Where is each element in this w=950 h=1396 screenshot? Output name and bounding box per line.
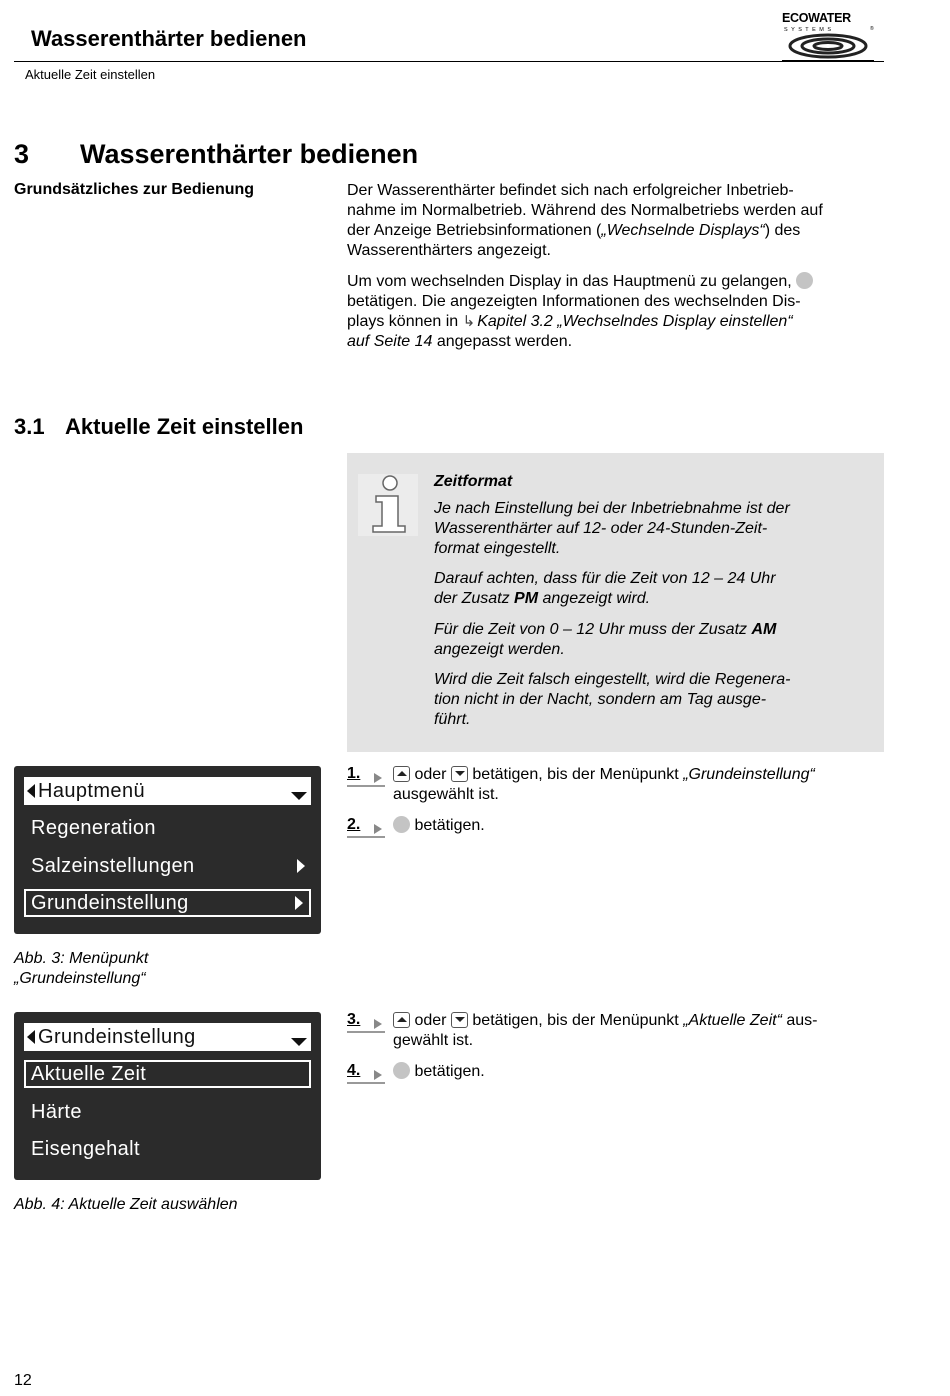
ok-button-icon: [796, 272, 813, 289]
step-text: [393, 1011, 888, 1051]
lcd-menu-item-label: Grundeinstellung: [31, 892, 189, 914]
step-underline: [347, 1081, 385, 1085]
menu-access-paragraph: [347, 272, 892, 352]
text-line: Der Wasserenthärter befindet sich nach erfolgreicher Inbetrieb-: [347, 182, 794, 199]
lcd-header-label: Grundeinstellung: [38, 1026, 196, 1048]
step-number: 2.: [347, 816, 361, 833]
text-fragment: betätigen, bis der Menüpunkt: [472, 1012, 679, 1029]
lcd-header-label: Hauptmenü: [38, 780, 145, 802]
text-fragment: aus-: [786, 1012, 818, 1029]
lcd-header-row: [24, 1023, 311, 1051]
submenu-arrow-icon: [295, 896, 303, 910]
text-line: [347, 272, 892, 292]
chevron-down-icon: [291, 1038, 307, 1046]
down-button-icon: [451, 1012, 468, 1028]
text-line: [393, 765, 888, 785]
lcd-display-main-menu: [14, 766, 321, 934]
header-title: Wasserenthärter bedienen: [31, 26, 307, 51]
text-line: [434, 620, 854, 640]
down-button-icon: [451, 766, 468, 782]
text-line: Wasserenthärters angezeigt.: [347, 242, 551, 259]
logo-subtext: S Y S T E M S: [784, 27, 833, 33]
logo-swirl-icon: [790, 35, 866, 57]
lcd-display-basic-settings: [14, 1012, 321, 1180]
ecowater-logo: [780, 10, 876, 62]
step-number: 1.: [347, 765, 361, 782]
text-line: Je nach Einstellung bei der Inbetriebnahme ist der: [434, 500, 790, 517]
info-paragraph: [434, 569, 854, 609]
step-text: [393, 1062, 888, 1082]
text-line: betätigen. Die angezeigten Informationen des wechselnden Dis-: [347, 293, 801, 310]
text-line: Wird die Zeit falsch eingestellt, wird die Regenera-: [434, 671, 791, 688]
lcd-menu-item: Eisengehalt: [31, 1138, 140, 1160]
info-title: Zeitformat: [434, 473, 513, 490]
intro-paragraph: [347, 181, 892, 261]
figure-caption: [14, 949, 148, 989]
info-paragraph: [434, 620, 854, 660]
text-fragment: ) des: [764, 222, 801, 239]
lcd-menu-item: Regeneration: [31, 817, 156, 839]
back-arrow-icon: [27, 784, 35, 798]
section-title: Aktuelle Zeit einstellen: [65, 414, 304, 439]
info-paragraph: [434, 670, 854, 730]
text-fragment: der Anzeige Betriebsinformationen (: [347, 222, 602, 239]
step-underline: [347, 784, 385, 788]
up-button-icon: [393, 1012, 410, 1028]
text-line: Wasserenthärter auf 12- oder 24-Stunden-Zeit-: [434, 520, 768, 537]
text-line: [434, 589, 854, 609]
cross-reference-icon: ↳: [462, 313, 476, 330]
submenu-arrow-icon: [297, 859, 305, 873]
text-line: angezeigt werden.: [434, 641, 565, 658]
bold-term: PM: [514, 590, 539, 607]
menu-item-reference: „Grundeinstellung“: [683, 766, 815, 783]
step-arrow-icon: [372, 823, 384, 835]
lcd-menu-item: [24, 852, 311, 880]
cross-reference-page-link[interactable]: auf Seite 14: [347, 333, 433, 350]
lcd-menu-item-label: Salzeinstellungen: [31, 855, 195, 877]
menu-item-reference: „Aktuelle Zeit“: [683, 1012, 782, 1029]
up-button-icon: [393, 766, 410, 782]
step-arrow-icon: [372, 1018, 384, 1030]
text-line: format eingestellt.: [434, 540, 561, 557]
lcd-menu-item-selected: Aktuelle Zeit: [24, 1060, 311, 1088]
text-fragment: der Zusatz: [434, 590, 510, 607]
text-line: führt.: [434, 711, 471, 728]
step-number: 3.: [347, 1011, 361, 1028]
text-fragment: Für die Zeit von 0 – 12 Uhr muss der Zusatz: [434, 621, 748, 638]
ok-button-icon: [393, 1062, 410, 1079]
text-line: gewählt ist.: [393, 1032, 474, 1049]
caption-line: Abb. 3: Menüpunkt: [14, 950, 149, 967]
step-arrow-icon: [372, 1069, 384, 1081]
text-line: [347, 312, 892, 332]
text-fragment: Um vom wechselnden Display in das Hauptmenü zu gelangen,: [347, 273, 792, 290]
step-arrow-icon: [372, 772, 384, 784]
text-line: [393, 1011, 888, 1031]
step-number: 4.: [347, 1062, 361, 1079]
side-label: Grundsätzliches zur Bedienung: [14, 181, 255, 198]
ok-button-icon: [393, 816, 410, 833]
logo-underline: [782, 60, 874, 62]
emphasis-text: „Wechselnde Displays“: [601, 222, 765, 239]
text-fragment: angepasst werden.: [436, 333, 573, 350]
lcd-header-row: [24, 777, 311, 805]
text-line: tion nicht in der Nacht, sondern am Tag ausge-: [434, 691, 767, 708]
cross-reference-link[interactable]: Kapitel 3.2 „Wechselndes Display einstellen“: [477, 313, 793, 330]
text-fragment: oder: [414, 766, 447, 783]
text-line: [347, 221, 892, 241]
logo-wordmark: ECOWATER: [782, 11, 851, 25]
back-arrow-icon: [27, 1030, 35, 1044]
text-line: ausgewählt ist.: [393, 786, 499, 803]
text-line: Darauf achten, dass für die Zeit von 12 – 24 Uhr: [434, 570, 776, 587]
step-underline: [347, 1030, 385, 1034]
header-subtitle: Aktuelle Zeit einstellen: [25, 67, 156, 82]
step-text: [393, 765, 888, 805]
chevron-down-icon: [291, 792, 307, 800]
page-number: 12: [14, 1372, 32, 1389]
section-number: 3.1: [14, 414, 45, 439]
text-fragment: oder: [414, 1012, 447, 1029]
text-fragment: betätigen, bis der Menüpunkt: [472, 766, 679, 783]
text-fragment: angezeigt wird.: [542, 590, 651, 607]
logo-registered: ®: [870, 26, 874, 32]
header-rule: [14, 61, 884, 62]
info-paragraph: [434, 499, 854, 559]
caption-line: „Grundeinstellung“: [14, 970, 146, 987]
chapter-number: 3: [14, 139, 30, 169]
text-fragment: betätigen.: [414, 1063, 485, 1080]
text-fragment: plays können in: [347, 313, 459, 330]
lcd-menu-item-selected: [24, 889, 311, 917]
bold-term: AM: [751, 621, 777, 638]
step-underline: [347, 835, 385, 839]
lcd-menu-item: Härte: [31, 1101, 82, 1123]
text-line: [347, 332, 892, 352]
info-icon: [358, 474, 418, 536]
chapter-title: Wasserenthärter bedienen: [80, 139, 419, 169]
figure-caption: Abb. 4: Aktuelle Zeit auswählen: [14, 1196, 238, 1213]
text-fragment: betätigen.: [414, 817, 485, 834]
text-line: nahme im Normalbetrieb. Während des Normalbetriebs werden auf: [347, 202, 823, 219]
step-text: [393, 816, 888, 836]
